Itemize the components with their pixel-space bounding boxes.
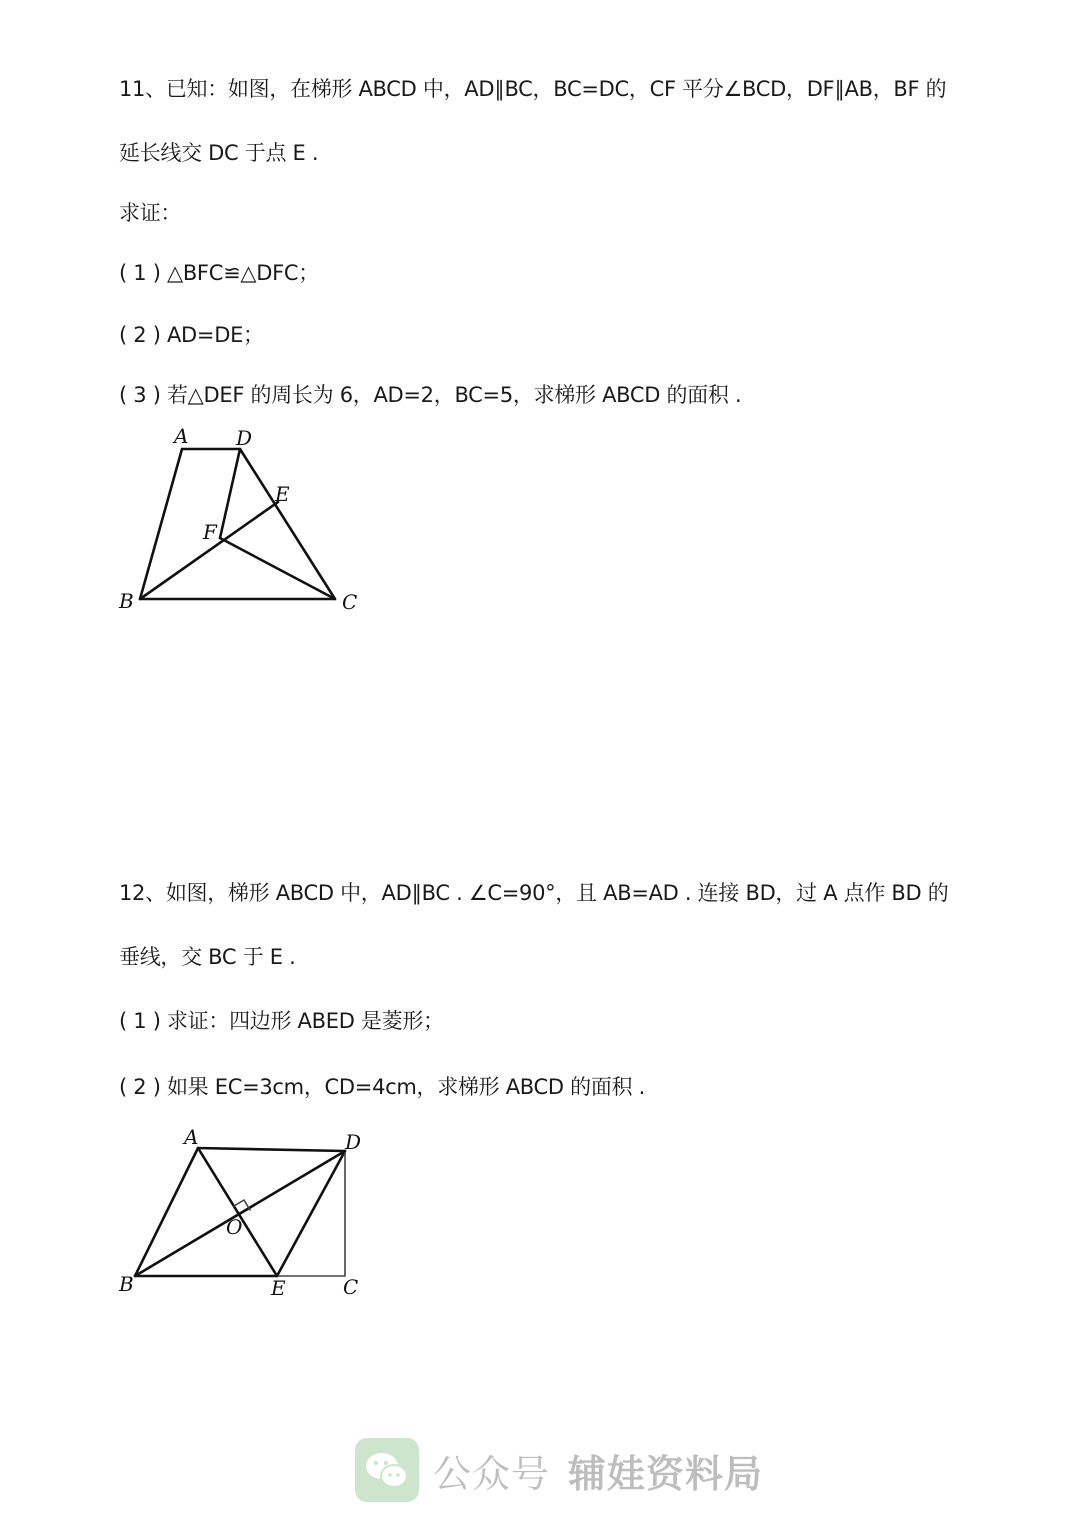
watermark-prefix: 公众号 <box>433 1451 551 1496</box>
q11-segment-df <box>220 449 240 538</box>
q11-part3: ( 3 ) 若△DEF 的周长为 6，AD=2，BC=5，求梯形 ABCD 的面积 . <box>119 383 742 407</box>
q11-prove-label: 求证： <box>119 201 182 225</box>
watermark-text <box>433 1443 763 1498</box>
watermark-name: 辅娃资料局 <box>568 1451 764 1496</box>
q12-part1: ( 1 ) 求证：四边形 ABED 是菱形； <box>119 1009 444 1033</box>
q12-label-a: A <box>184 1125 199 1149</box>
q11-part1: ( 1 ) △BFC≌△DFC； <box>119 261 319 285</box>
q11-label-f: F <box>203 520 217 544</box>
q12-label-c: C <box>343 1275 359 1299</box>
q11-part2: ( 2 ) AD=DE； <box>119 323 264 347</box>
q11-label-b: B <box>119 589 134 613</box>
q11-segment-fc <box>220 538 335 599</box>
q12-label-o: O <box>226 1215 243 1239</box>
q12-line2: 垂线，交 BC 于 E . <box>119 945 296 969</box>
q11-line1: 11、已知：如图，在梯形 ABCD 中，AD∥BC，BC=DC，CF 平分∠BCD，DF∥AB，BF 的 <box>119 77 947 101</box>
q11-label-c: C <box>342 590 358 614</box>
q11-label-d: D <box>236 426 253 450</box>
q12-line1: 12、如图，梯形 ABCD 中，AD∥BC . ∠C=90°，且 AB=AD . 连接 BD，过 A 点作 BD 的 <box>119 881 949 905</box>
q11-segment-be <box>140 502 278 599</box>
q12-part2: ( 2 ) 如果 EC=3cm，CD=4cm，求梯形 ABCD 的面积 . <box>119 1075 645 1099</box>
q11-figure <box>110 420 370 620</box>
q12-figure <box>110 1122 380 1302</box>
q12-label-e: E <box>271 1276 286 1300</box>
q12-diagonal-ae <box>198 1148 277 1276</box>
q12-label-b: B <box>119 1272 134 1296</box>
q11-trapezoid <box>140 449 335 599</box>
q11-label-a: A <box>174 424 189 448</box>
q12-label-d: D <box>345 1130 362 1154</box>
wechat-icon <box>355 1438 419 1502</box>
q11-label-e: E <box>275 482 290 506</box>
q11-line2: 延长线交 DC 于点 E . <box>119 141 319 165</box>
watermark <box>355 1438 763 1502</box>
